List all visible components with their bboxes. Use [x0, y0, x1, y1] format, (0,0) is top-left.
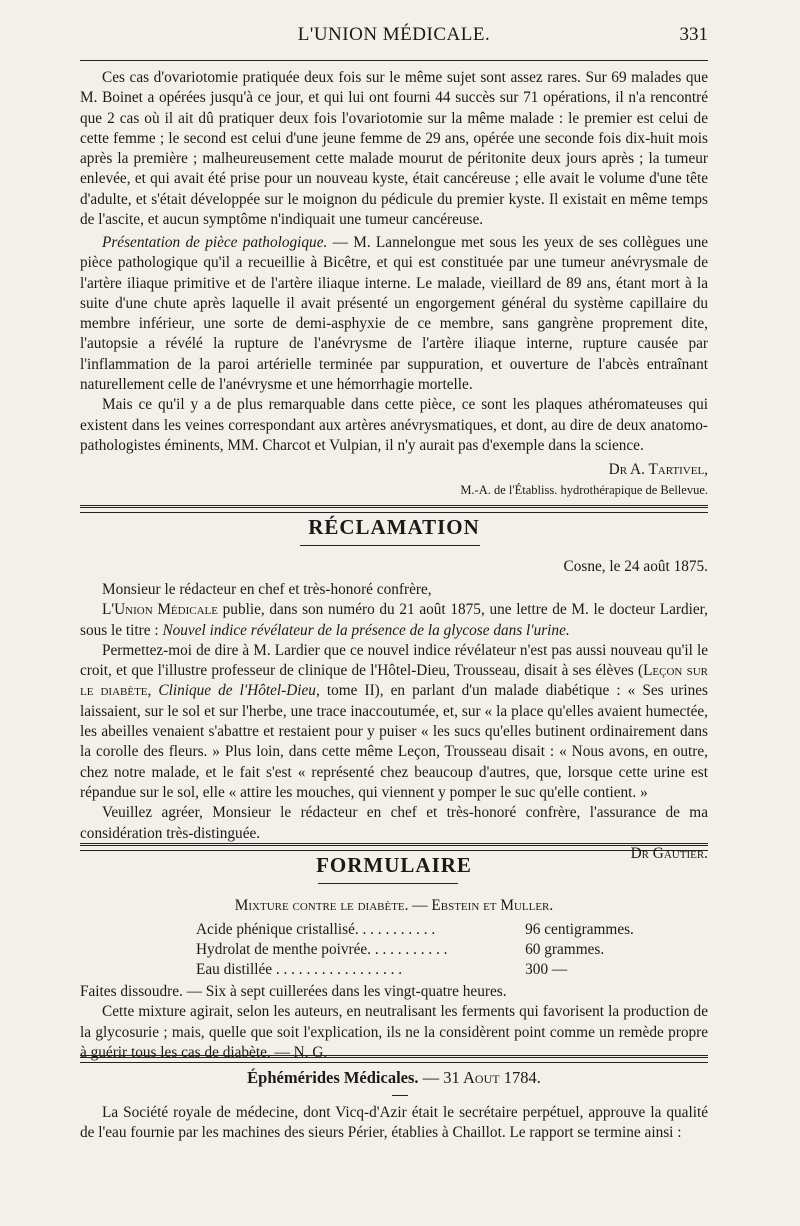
presentation-heading: Présentation de pièce pathologique. — [102, 234, 328, 251]
section-rule-formulaire — [80, 843, 708, 851]
ingredient-name: Acide phénique cristallisé. . . . . . . . . . . — [196, 921, 436, 938]
ingredient-row — [196, 960, 708, 980]
ingredient-name: Hydrolat de menthe poivrée. . . . . . . . . . . — [196, 941, 448, 958]
ephemerides-title: Éphémérides Médicales. — 31 Aout 1784. — [247, 1068, 541, 1087]
ingredient-qty: 60 grammes. — [525, 941, 605, 958]
page-number: 331 — [679, 24, 708, 45]
reclamation-paragraph-2: Permettez-moi de dire à M. Lardier que ce nouvel indice révélateur n'est pas aussi nouveau qu'il le croit, et que l'illustre professeur de clinique de l'Hôtel-Dieu, Trousseau, disait à ses élèves (Leçon sur le diabète, Clinique de l'Hôtel-Dieu, tome II), en parlant d'un malade diabétique : « Ses urines laissaient, sur le sol et sur l'herbe, une trace inaccoutumée, et, sur « la place qu'elles avaient humectée, les abeilles venaient s'abattre et restaient pour y puiser « les sucs qu'elles butinent ordinairement dans la corolle des fleurs. » Plus loin, dans cette même Leçon, Trousseau disait : « Nous avons, en outre, chez notre malade, et le fait s'est « représenté chez beaucoup d'autres, que, lorsque cette urine est répandue sur le sol, elle « attire les mouches, qui viennent y pomper le suc qu'elle contient. » — [80, 641, 708, 801]
ingredient-row — [196, 940, 708, 960]
reclamation-place-date: Cosne, le 24 août 1875. — [563, 558, 708, 575]
gautier-signature: Dr Gautier. — [630, 844, 708, 862]
presentation-text: — M. Lannelongue met sous les yeux de ses collègues une pièce pathologique qu'il a recueillie à Bicêtre, et qui est constituée par une tumeur anévrysmale de l'artère iliaque primitive et de l'artère iliaque interne. Le malade, vieillard de 89 ans, étant mort à la suite d'une chute après laquelle il avait présenté un engorgement général du système capillaire du membre inférieur, une sorte de demi-asphyxie de ce membre, sans gangrène proprement dite, l'autopsie a révélé la rupture de l'anévrysme de l'artère iliaque interne, rupture causée par l'inflammation de la paroi artérielle terminée par suppuration, et ouverture de l'abcès entraînant naturellement celle de l'anévrysme et une hémorrhagie mortelle. — [80, 234, 709, 394]
tartivel-affiliation: M.-A. de l'Établiss. hydrothérapique de Bellevue. — [460, 483, 708, 497]
section-rule-ephemerides — [80, 1055, 708, 1063]
ephemerides-section — [80, 1103, 708, 1144]
reclamation-paragraph-3: Veuillez agréer, Monsieur le rédacteur en chef et très-honoré confrère, l'assurance de ma considération très-distinguée. — [80, 804, 708, 842]
header-rule — [80, 60, 708, 61]
presentation-paragraph-2: Mais ce qu'il y a de plus remarquable dans cette pièce, ce sont les plaques athéromateuses qui existent dans les veines correspondant aux artères anévrysmatiques, et dont, au dire de deux anatomo-pathologistes éminents, MM. Charcot et Vulpian, il n'y aurait pas d'exemple dans la science. — [80, 396, 708, 454]
ovariotomy-paragraph: Ces cas d'ovariotomie pratiquée deux fois sur le même sujet sont assez rares. Sur 69 malades que M. Boinet a opérées jusqu'à ce jour, et qui lui ont fourni 44 succès sur 71 opérations, il n'a rencontré que 2 cas où il ait dû pratiquer deux fois l'ovariotomie sur la même malade : le premier est celui de cette femme ; le second est celui d'une jeune femme de 29 ans, opérée une seconde fois dix-huit mois après la première ; malheureusement cette malade mourut de péritonite deux jours après ; la tumeur enlevée, et qui avait été prise pour un nouveau kyste, était cancéreuse ; elle avait le volume d'une tête d'adulte, et s'était développée sur le moignon du pédicule du premier kyste. Il existait en même temps de l'ascite, et aucun symptôme n'indiquait une tumeur cancéreuse. — [80, 69, 708, 229]
presentation-paragraph — [80, 233, 708, 395]
ingredient-qty: 300 — — [525, 961, 568, 978]
ingredient-name: Eau distillée . . . . . . . . . . . . . . . . . — [196, 961, 403, 978]
ephemerides-paragraph: La Société royale de médecine, dont Vicq-d'Azir était le secrétaire perpétuel, approuve la qualité de l'eau fournie par les machines des sieurs Périer, établies à Chaillot. Le rapport se termine ainsi : — [80, 1104, 708, 1142]
recipe-ingredients — [196, 920, 708, 980]
running-title: L'UNION MÉDICALE. — [297, 24, 491, 45]
ovariotomy-section — [80, 68, 708, 230]
formulaire-title: FORMULAIRE — [316, 853, 472, 877]
ephemerides-dash — [392, 1095, 408, 1096]
section-rule-reclamation — [80, 505, 708, 513]
ingredient-row — [196, 920, 708, 940]
reclamation-salutation: Monsieur le rédacteur en chef et très-honoré confrère, — [102, 581, 432, 598]
ingredient-qty: 96 centigrammes. — [525, 921, 634, 938]
formulaire-paragraph-2: Cette mixture agirait, selon les auteurs, en neutralisant les ferments qui favorisent la production de la glycosurie ; mais, quelle que soit l'explication, ils ne la considèrent point comme un remède propre à guérir tous les cas de diabète. — N. G. — [80, 1003, 708, 1061]
formulaire-title-underline — [318, 883, 458, 884]
recipe-title: Mixture contre le diabète. — Ebstein et Muller. — [234, 897, 554, 914]
reclamation-letter — [80, 580, 708, 864]
presentation-section — [80, 233, 708, 456]
reclamation-title-underline — [300, 545, 480, 546]
reclamation-title: RÉCLAMATION — [308, 515, 480, 539]
reclamation-paragraph-1: L'Union Médicale publie, dans son numéro du 21 août 1875, une lettre de M. le docteur Lardier, sous le titre : Nouvel indice révélateur de la présence de la glycose dans l'urine. — [80, 601, 708, 639]
page-header — [80, 24, 708, 54]
formulaire-notes — [80, 982, 708, 1063]
formulaire-paragraph-1: Faites dissoudre. — Six à sept cuillerées dans les vingt-quatre heures. — [80, 983, 507, 1000]
tartivel-signature: Dr A. Tartivel, — [608, 461, 708, 478]
